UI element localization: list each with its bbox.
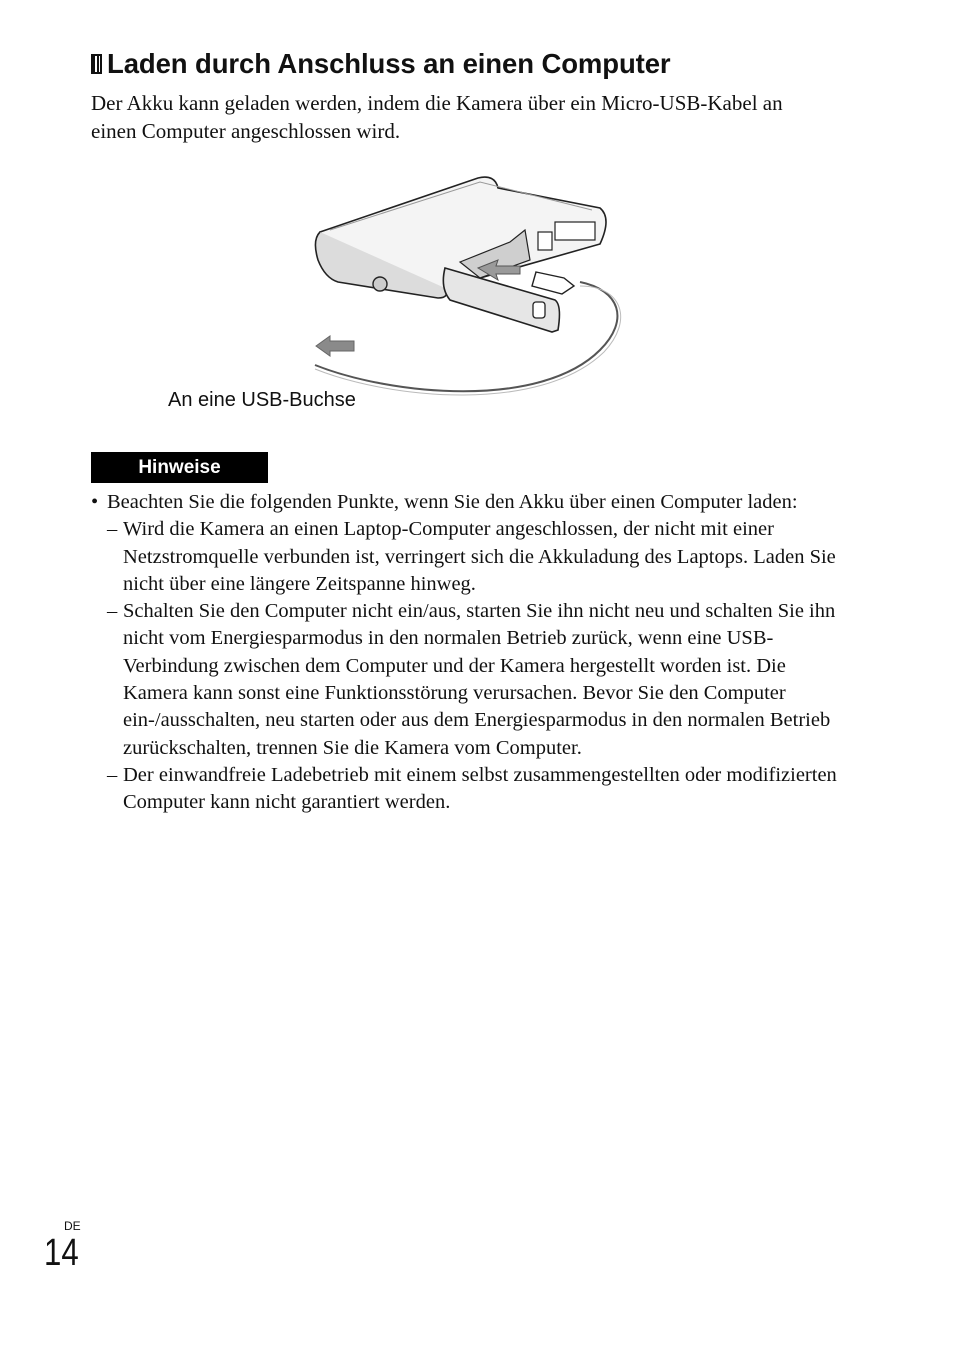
notes-item: – Wird die Kamera an einen Laptop-Computer angeschlossen, der nicht mit einer Netzstromquelle verbunden ist, verringert sich die Akkuladung des Laptops. Laden Sie nicht über eine längere Zeitspanne hinweg.: [91, 516, 851, 598]
intro-paragraph: Der Akku kann geladen werden, indem die Kamera über ein Micro-USB-Kabel an einen Computer angeschlossen wird.: [91, 91, 783, 143]
notes-title: Hinweise: [91, 452, 268, 483]
notes-item: – Schalten Sie den Computer nicht ein/aus, starten Sie ihn nicht neu und schalten Sie ihn nicht vom Energiesparmodus in den normalen Betrieb zurück, wenn eine USB-Verbindung zwischen dem Computer und der Kamera hergestellt worden ist. Die Kamera kann sonst eine Funktionsstörung verursachen. Bevor Sie den Computer ein-/ausschalten, neu starten oder aus dem Energiesparmodus in den normalen Betrieb zurückschalten, trennen Sie die Kamera vom Computer.: [91, 598, 851, 762]
camera-usb-drawing: [160, 170, 630, 420]
language-code: DE: [64, 1219, 81, 1233]
notes-list: [91, 489, 851, 817]
camera-usb-illustration: [160, 170, 630, 420]
figure-label: An eine USB-Buchse: [168, 389, 356, 411]
section-marker-icon: [91, 54, 102, 74]
section-heading: [91, 48, 671, 80]
notes-bullet: • Beachten Sie die folgenden Punkte, wenn Sie den Akku über einen Computer laden:: [91, 489, 851, 516]
left-arrow-icon: [316, 336, 354, 356]
section-heading-text: Laden durch Anschluss an einen Computer: [107, 48, 671, 79]
usb-plug: [532, 272, 574, 294]
page-number: 14: [44, 1232, 79, 1274]
notes-item: – Der einwandfreie Ladebetrieb mit einem selbst zusammengestellten oder modifizierten Computer kann nicht garantiert werden.: [91, 762, 851, 817]
